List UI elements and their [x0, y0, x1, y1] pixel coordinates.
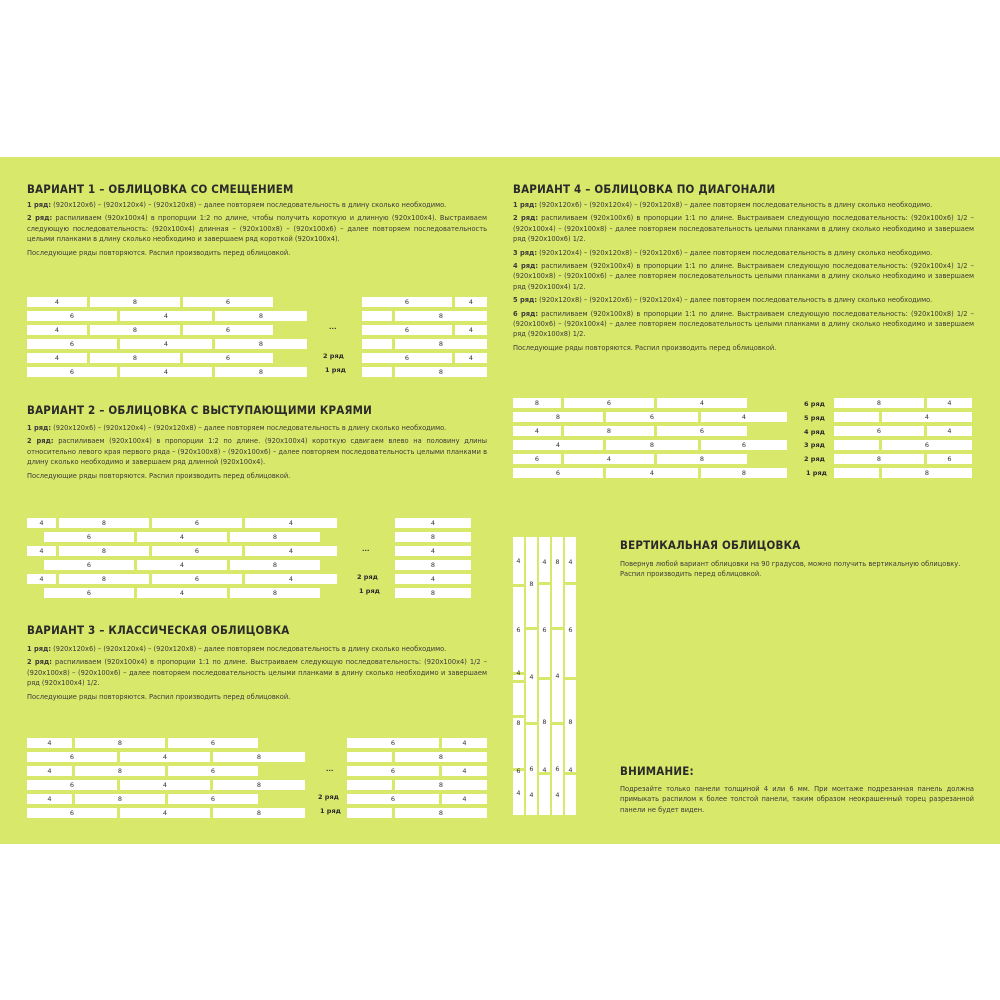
plank: 8 [834, 454, 924, 464]
plank: 8 [215, 311, 307, 321]
plank: 6 [44, 532, 134, 542]
plank: 6 [513, 454, 561, 464]
vertical-plank: 6 [539, 585, 550, 677]
plank: 8 [213, 752, 305, 762]
row-label: 1 ряд [806, 469, 827, 477]
attention-text: Подрезайте только панели толщиной 4 или 6 мм. При монтаже подрезанная панель должна примыкать распилом к более толстой панели, таким образом неокрашенный торец разрезанной панели не будет виден. [620, 784, 974, 814]
plank: 6 [347, 766, 439, 776]
vertical-plank: 4 [539, 775, 550, 815]
plank: 8 [395, 780, 487, 790]
variant1-row1: 1 ряд: (920x120x6) – (920x120x4) – (920x120x8) – далее повторяем последовательность в длину сколько необходимо. [27, 200, 447, 209]
plank: 8 [564, 426, 654, 436]
plank: 4 [927, 426, 972, 436]
vertical-plank: 8 [539, 680, 550, 772]
plank: 6 [183, 353, 273, 363]
plank: 4 [927, 398, 972, 408]
variant4-row3: 3 ряд: (920x120x4) – (920x120x8) – (920x120x6) – далее повторяем последовательность в длину сколько необходимо. [513, 247, 933, 257]
plank: 8 [513, 412, 603, 422]
row-label: 1 ряд [325, 366, 346, 374]
plank: 6 [44, 560, 134, 570]
vertical-plank: 6 [513, 587, 524, 672]
vertical-plank: 8 [526, 537, 537, 627]
plank: 6 [362, 325, 452, 335]
plank: 6 [362, 297, 452, 307]
plank: 8 [213, 780, 305, 790]
vertical-plank: 8 [513, 718, 524, 768]
plank [362, 367, 392, 377]
plank: 8 [90, 325, 180, 335]
variant3-description [27, 644, 487, 705]
plank: 8 [59, 574, 149, 584]
variant4-row6: 6 ряд: распиливаем (920x100x8) в пропорции 1:1 по длине. Выстраиваем следующую последовательность: (920x100x8) 1/2 – (920x100x6) – (920x100x4) – далее повторяем последовательность целыми планками в длину сколько необходимо и завершаем ряд (920x100x8) 1/2. [513, 308, 974, 339]
plank: 4 [245, 574, 337, 584]
variant3-title: ВАРИАНТ 3 – КЛАССИЧЕСКАЯ ОБЛИЦОВКА [27, 623, 290, 637]
plank: 4 [455, 353, 487, 363]
plank: 6 [152, 574, 242, 584]
variant2-description [27, 423, 487, 484]
plank: 8 [75, 738, 165, 748]
variant2-row1: 1 ряд: (920x120x6) – (920x120x4) – (920x120x8) – далее повторяем последовательность в длину сколько необходимо. [27, 423, 447, 432]
plank [834, 468, 879, 478]
ellipsis: ... [326, 765, 334, 773]
vertical-plank: 4 [513, 537, 524, 584]
plank: 6 [513, 468, 603, 478]
plank: 8 [395, 808, 487, 818]
variant4-row4: 4 ряд: распиливаем (920x100x4) в пропорции 1:1 по длине. Выстраиваем следующую последовательность: (920x100x4) 1/2 – (920x100x8) – (920x100x6) – далее повторяем последовательность целыми планками в длину сколько необходимо и завершаем ряд (920x100x4) 1/2. [513, 261, 974, 291]
plank: 8 [657, 454, 747, 464]
plank: 6 [362, 353, 452, 363]
vertical-plank: 6 4 [513, 771, 524, 815]
plank: 4 [120, 367, 212, 377]
plank: 4 [395, 518, 471, 528]
vertical-plank: 4 [513, 683, 524, 715]
plank: 6 [834, 426, 924, 436]
plank: 4 [442, 794, 487, 804]
plank: 4 [120, 808, 210, 818]
plank: 4 [564, 454, 654, 464]
plank: 4 [455, 325, 487, 335]
plank: 6 [183, 325, 273, 335]
plank: 6 [27, 311, 117, 321]
plank: 4 [513, 426, 561, 436]
plank: 8 [395, 339, 487, 349]
plank: 4 [27, 738, 72, 748]
vertical-plank: 6 [565, 585, 576, 677]
plank: 4 [27, 353, 87, 363]
plank: 4 [137, 588, 227, 598]
vertical-note: Распил производить перед облицовкой. [620, 569, 762, 579]
plank: 6 [168, 738, 258, 748]
plank: 8 [75, 794, 165, 804]
plank: 6 [606, 412, 698, 422]
plank: 4 [27, 518, 56, 528]
row-label: 2 ряд [804, 455, 825, 463]
plank [834, 412, 879, 422]
plank: 8 [213, 808, 305, 818]
plank: 4 [120, 339, 212, 349]
plank: 6 [882, 440, 972, 450]
attention-title: ВНИМАНИЕ: [620, 764, 694, 778]
row-label: 5 ряд [804, 414, 825, 422]
plank [834, 440, 879, 450]
plank: 6 [152, 546, 242, 556]
plank: 6 [927, 454, 972, 464]
ellipsis: ... [362, 545, 370, 553]
row-label: 2 ряд [357, 573, 378, 581]
plank: 6 [657, 426, 747, 436]
plank: 4 [120, 780, 210, 790]
plank: 4 [27, 325, 87, 335]
plank: 4 [442, 766, 487, 776]
plank: 4 [882, 412, 972, 422]
plank: 4 [657, 398, 747, 408]
row-label: 6 ряд [804, 400, 825, 408]
plank: 8 [215, 339, 307, 349]
vertical-plank: 4 [565, 775, 576, 815]
plank [362, 311, 392, 321]
variant2-row2: 2 ряд: распиливаем (920x100x4) в пропорции 1:2 по длине. (920x100x4) короткую сдвигаем влево на половину длины относительно левого края первого ряда – (920x100x8) – (920x100x6) – далее повторяем последовательность целыми планками в длину сколько необходимо и завершаем ряд длинной (920x100x4). [27, 436, 487, 467]
plank: 4 [245, 518, 337, 528]
plank [362, 339, 392, 349]
variant2-note: Последующие ряды повторяются. Распил производить перед облицовкой. [27, 470, 291, 480]
plank: 4 [442, 738, 487, 748]
plank: 8 [395, 588, 471, 598]
plank [347, 780, 392, 790]
vertical-plank: 8 [565, 680, 576, 772]
plank: 4 [27, 794, 72, 804]
variant3-row1: 1 ряд: (920x120x6) – (920x120x4) – (920x120x8) – далее повторяем последовательность в длину сколько необходимо. [27, 644, 447, 653]
plank: 8 [59, 518, 149, 528]
variant3-row2: 2 ряд: распиливаем (920x100x4) в пропорции 1:1 по длине. Выстраиваем следующую последовательность: (920x100x4) 1/2 – (920x100x8) – (920x100x6) – далее повторяем последовательность целыми планками в длину сколько необходимо и завершаем ряд (920x100x4) 1/2. [27, 657, 487, 688]
plank: 8 [230, 588, 320, 598]
plank: 6 [183, 297, 273, 307]
variant1-description [27, 200, 487, 261]
row-label: 3 ряд [804, 441, 825, 449]
plank: 8 [230, 560, 320, 570]
plank: 4 [701, 412, 787, 422]
variant1-row2: 2 ряд: распиливаем (920x100x4) в пропорции 1:2 по длине, чтобы получить короткую и длинную (920x100x4). Выстраиваем следующую последовательность: (920x100x4) длинная – (920x100x8) – (920x100x6) – далее повторяем последовательность целыми планками в длину сколько необходимо и завершаем ряд короткой (920x100x4). [27, 213, 487, 244]
plank: 8 [395, 311, 487, 321]
vertical-plank: 4 [539, 537, 550, 582]
variant4-title: ВАРИАНТ 4 – ОБЛИЦОВКА ПО ДИАГОНАЛИ [513, 182, 776, 196]
plank: 6 [168, 794, 258, 804]
plank: 4 [395, 574, 471, 584]
plank: 6 [27, 339, 117, 349]
plank: 8 [882, 468, 972, 478]
plank: 4 [120, 752, 210, 762]
plank [347, 808, 392, 818]
plank: 8 [230, 532, 320, 542]
variant4-note: Последующие ряды повторяются. Распил производить перед облицовкой. [513, 342, 777, 352]
variant2-title: ВАРИАНТ 2 – ОБЛИЦОВКА С ВЫСТУПАЮЩИМИ КРАЯМИ [27, 403, 373, 417]
vertical-plank: 8 [552, 537, 563, 627]
plank: 6 [27, 367, 117, 377]
plank: 8 [90, 353, 180, 363]
plank: 6 [152, 518, 242, 528]
variant4-row1: 1 ряд: (920x120x6) – (920x120x4) – (920x120x8) – далее повторяем последовательность в длину сколько необходимо. [513, 200, 933, 209]
vertical-plank: 6 4 [552, 725, 563, 815]
row-label: 2 ряд [318, 793, 339, 801]
plank: 6 [701, 440, 787, 450]
variant1-note: Последующие ряды повторяются. Распил производить перед облицовкой. [27, 247, 291, 257]
row-label: 2 ряд [323, 352, 344, 360]
plank: 4 [245, 546, 337, 556]
plank: 4 [27, 546, 56, 556]
plank: 8 [606, 440, 698, 450]
plank: 8 [90, 297, 180, 307]
plank: 4 [27, 297, 87, 307]
vertical-text: Повернув любой вариант облицовки на 90 градусов, можно получить вертикальную облицовку. [620, 559, 961, 568]
vertical-plank: 4 [565, 537, 576, 582]
plank: 8 [834, 398, 924, 408]
plank: 8 [395, 367, 487, 377]
plank: 4 [513, 440, 603, 450]
plank: 4 [27, 574, 56, 584]
plank: 4 [137, 560, 227, 570]
vertical-title: ВЕРТИКАЛЬНАЯ ОБЛИЦОВКА [620, 538, 801, 552]
plank: 6 [168, 766, 258, 776]
vertical-plank: 4 [526, 630, 537, 722]
variant3-note: Последующие ряды повторяются. Распил производить перед облицовкой. [27, 691, 291, 701]
variant4-row5: 5 ряд: (920x120x8) – (920x120x6) – (920x120x4) – далее повторяем последовательность в длину сколько необходимо. [513, 295, 933, 305]
vertical-description [620, 559, 975, 580]
plank: 8 [59, 546, 149, 556]
plank: 4 [606, 468, 698, 478]
plank: 8 [395, 560, 471, 570]
plank: 6 [347, 794, 439, 804]
plank: 4 [455, 297, 487, 307]
plank [347, 752, 392, 762]
plank: 4 [395, 546, 471, 556]
ellipsis: ... [329, 323, 337, 331]
vertical-plank: 4 [552, 630, 563, 722]
variant4-description [513, 200, 974, 356]
plank: 6 [564, 398, 654, 408]
plank: 8 [395, 752, 487, 762]
plank: 8 [215, 367, 307, 377]
variant4-row2: 2 ряд: распиливаем (920x100x6) в пропорции 1:1 по длине. Выстраиваем следующую последовательность: (920x100x6) 1/2 – (920x100x4) – (920x100x8) – далее повторяем последовательность целыми планками в длину сколько необходимо и завершаем ряд (920x100x6) 1/2. [513, 213, 974, 244]
row-label: 1 ряд [320, 807, 341, 815]
plank: 8 [701, 468, 787, 478]
plank: 8 [513, 398, 561, 408]
plank: 4 [27, 766, 72, 776]
row-label: 4 ряд [804, 428, 825, 436]
plank: 6 [27, 808, 117, 818]
plank: 6 [27, 780, 117, 790]
plank: 8 [75, 766, 165, 776]
row-label: 1 ряд [359, 587, 380, 595]
plank: 8 [395, 532, 471, 542]
vertical-plank: 6 4 [526, 725, 537, 815]
variant1-title: ВАРИАНТ 1 – ОБЛИЦОВКА СО СМЕЩЕНИЕМ [27, 182, 294, 196]
plank: 6 [44, 588, 134, 598]
plank: 4 [120, 311, 212, 321]
plank: 6 [27, 752, 117, 762]
plank: 6 [347, 738, 439, 748]
plank: 4 [137, 532, 227, 542]
